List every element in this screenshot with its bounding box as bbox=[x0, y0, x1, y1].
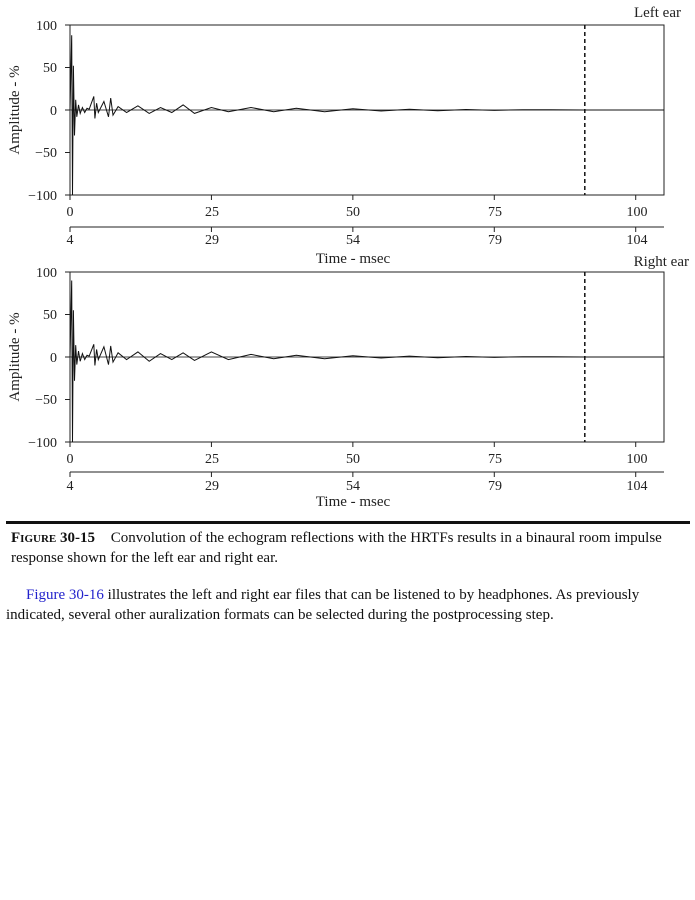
figure-link[interactable]: Figure 30-16 bbox=[26, 587, 104, 603]
x-tick-label: 50 bbox=[346, 205, 360, 220]
secondary-x-tick-label: 29 bbox=[205, 233, 219, 248]
secondary-x-tick-label: 79 bbox=[488, 479, 502, 494]
impulse-response-line bbox=[70, 35, 664, 195]
x-tick-label: 75 bbox=[488, 205, 502, 220]
x-tick-label: 25 bbox=[205, 205, 219, 220]
secondary-x-tick-label: 54 bbox=[346, 233, 360, 248]
secondary-x-tick-labels bbox=[67, 479, 648, 494]
paragraph-text: illustrates the left and right ear files that can be listened to by headphones. As previously indicated, several other auralization formats can be selected during the postprocessing step. bbox=[6, 587, 640, 623]
y-axis-label: Amplitude - % bbox=[7, 65, 23, 155]
y-tick-label: −100 bbox=[28, 436, 57, 451]
caption-number: 30-15 bbox=[59, 530, 95, 546]
y-tick-label: 100 bbox=[36, 19, 57, 34]
x-tick-label: 0 bbox=[66, 452, 74, 467]
body-paragraph bbox=[6, 585, 686, 625]
y-tick-label: 0 bbox=[50, 104, 57, 119]
impulse-response-line bbox=[70, 281, 664, 443]
x-tick-label: 100 bbox=[626, 452, 648, 467]
y-axis-label: Amplitude - % bbox=[7, 312, 23, 402]
secondary-x-tick-label: 79 bbox=[488, 233, 502, 248]
y-tick-label: 0 bbox=[50, 351, 57, 366]
x-tick-label: 50 bbox=[346, 452, 360, 467]
y-tick-label: −100 bbox=[28, 189, 57, 204]
x-tick-label: 25 bbox=[205, 452, 219, 467]
secondary-x-tick-labels bbox=[67, 233, 648, 248]
x-axis-label: Time - msec bbox=[315, 251, 391, 267]
y-tick-label: 100 bbox=[36, 266, 57, 281]
secondary-x-tick-label: 4 bbox=[66, 479, 74, 494]
figure-caption bbox=[11, 528, 685, 568]
x-tick-label: 100 bbox=[626, 205, 648, 220]
y-tick-labels bbox=[28, 19, 57, 204]
caption-text: Convolution of the echogram reflections with the HRTFs results in a binaural room impulse response shown for the left ear and right ear. bbox=[11, 530, 662, 566]
y-tick-label: 50 bbox=[43, 308, 57, 323]
ear-label: Right ear bbox=[633, 254, 689, 270]
y-tick-label: 50 bbox=[43, 61, 57, 76]
y-tick-label: −50 bbox=[35, 146, 57, 161]
y-tick-label: −50 bbox=[35, 393, 57, 408]
caption-rule bbox=[6, 521, 690, 524]
x-tick-label: 0 bbox=[66, 205, 74, 220]
x-axis-label: Time - msec bbox=[315, 494, 391, 510]
secondary-x-tick-label: 4 bbox=[66, 233, 74, 248]
secondary-x-tick-label: 104 bbox=[626, 233, 648, 248]
secondary-x-tick-label: 54 bbox=[346, 479, 360, 494]
y-tick-labels bbox=[28, 266, 57, 451]
x-tick-label: 75 bbox=[488, 452, 502, 467]
left-ear-chart bbox=[7, 5, 681, 267]
x-tick-labels bbox=[67, 205, 648, 220]
secondary-x-tick-label: 104 bbox=[626, 479, 648, 494]
right-ear-chart bbox=[7, 254, 689, 510]
ear-label: Left ear bbox=[633, 5, 681, 21]
x-tick-labels bbox=[67, 452, 648, 467]
secondary-x-tick-label: 29 bbox=[205, 479, 219, 494]
caption-label: Figure bbox=[11, 530, 57, 546]
